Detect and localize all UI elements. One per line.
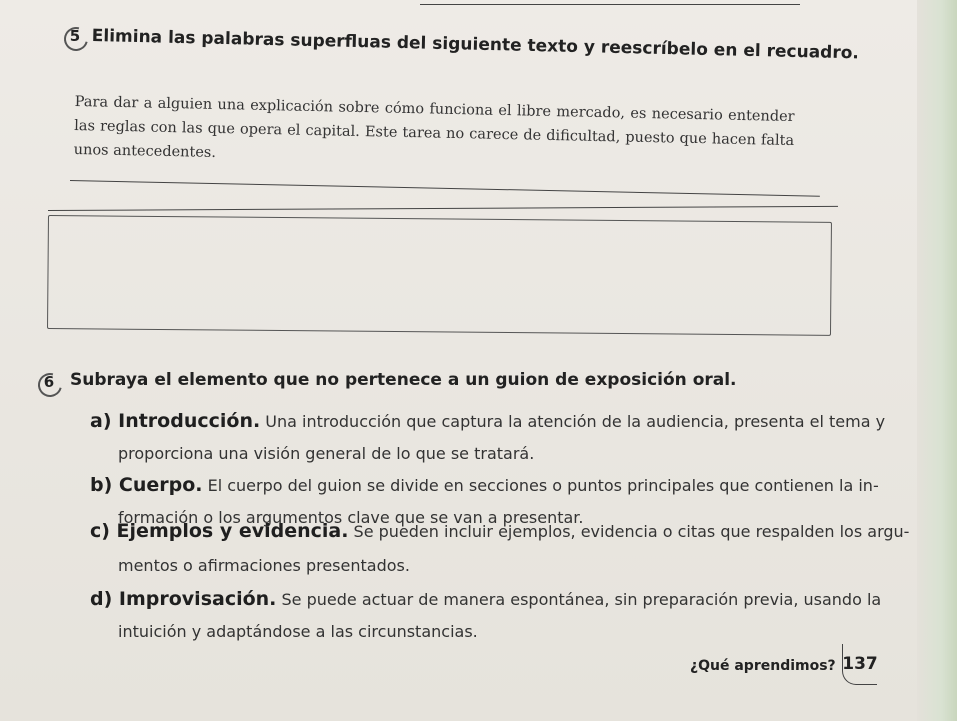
exercise-5-instruction: Elimina las palabras superfluas del siguiente texto y reescríbelo en el recuadro. [91,26,860,64]
option-c-line-1: Se pueden incluir ejemplos, evidencia o citas que respalden los argu- [353,522,910,541]
option-c-line-2: mentos o afirmaciones presentados. [118,556,410,575]
option-c-label: c) Ejemplos y evidencia. [90,520,349,542]
option-d-line-2: intuición y adaptándose a las circunstancias. [118,622,478,641]
writing-line-1 [70,180,820,197]
page-number [840,642,880,686]
writing-line-2 [48,206,838,211]
page-number-text: 137 [842,654,878,674]
exercise-5-badge [62,24,88,48]
option-b-line-2: formación o los argumentos clave que se van a presentar. [118,508,584,527]
footer-question: ¿Qué aprendimos? [690,658,836,674]
exercise-6-number: 6 [43,373,55,391]
option-b-label: b) Cuerpo. [90,474,203,496]
option-a-line-2: proporciona una visión general de lo que se tratará. [118,444,535,463]
option-d-line-1: Se puede actuar de manera espontánea, sin preparación previa, usando la [281,590,882,609]
option-a-line-1: Una introducción que captura la atención de la audiencia, presenta el tema y [265,412,886,431]
top-rule [420,4,800,5]
option-d-label: d) Improvisación. [90,588,277,610]
option-a-label: a) Introducción. [90,410,261,432]
exercise-6-badge [36,370,62,394]
adjacent-page-edge [917,0,957,721]
option-b-line-1: El cuerpo del guion se divide en secciones o puntos principales que contienen la in- [207,476,879,495]
exercise-5-paragraph: Para dar a alguien una explicación sobre cómo funciona el libre mercado, es necesario entender las reglas con las que opera el capital. Este tarea no carece de dificultad, puesto que hacen falta unos antecedentes. [73,93,795,161]
exercise-6-instruction: Subraya el elemento que no pertenece a un guion de exposición oral. [70,370,737,390]
exercise-5-number: 5 [69,27,81,45]
answer-box[interactable] [47,215,832,336]
